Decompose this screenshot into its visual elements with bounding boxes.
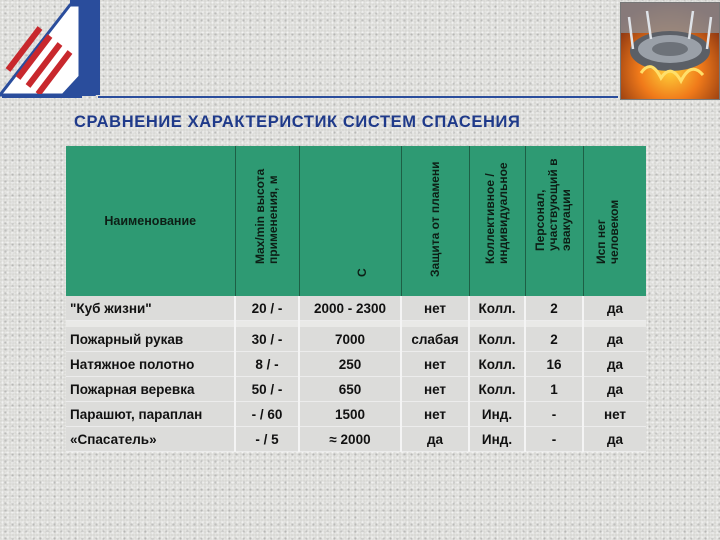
cell-height: 20 / - [235,296,299,321]
header-height: Max/min высота применения, м [235,146,299,296]
table-row [66,427,646,452]
cell-name: Парашют, параплан [66,402,235,427]
cell-c: ≈ 2000 [299,427,401,452]
cell-personnel: 16 [525,352,583,377]
cell-personnel: - [525,402,583,427]
header-rule [98,96,618,98]
cell-usage: да [583,296,646,321]
cell-type: Колл. [469,296,525,321]
cell-flame: нет [401,296,469,321]
cell-name: «Спасатель» [66,427,235,452]
table-row [66,402,646,427]
cell-type: Колл. [469,352,525,377]
header-flame-protection: Защита от пламени [401,146,469,296]
cell-height: - / 5 [235,427,299,452]
page-title: СРАВНЕНИЕ ХАРАКТЕРИСТИК СИСТЕМ СПАСЕНИЯ [74,113,521,131]
cell-height: 50 / - [235,377,299,402]
cell-flame: нет [401,352,469,377]
table-row [66,352,646,377]
cell-personnel: 2 [525,296,583,321]
cell-usage: да [583,427,646,452]
header-name: Наименование [66,146,235,296]
cell-flame: да [401,427,469,452]
cell-usage: да [583,377,646,402]
cell-c: 650 [299,377,401,402]
cell-flame: нет [401,402,469,427]
cell-flame: слабая [401,327,469,352]
cell-personnel: 2 [525,327,583,352]
cell-usage: да [583,352,646,377]
table-row [66,327,646,352]
header-personnel: Персонал, участвующий в эвакуации [525,146,583,296]
cell-usage: нет [583,402,646,427]
table-row [66,296,646,321]
table-header-row [66,146,646,296]
cell-c: 7000 [299,327,401,352]
header-usage: Исп нег человеком [583,146,646,296]
cell-type: Инд. [469,427,525,452]
cell-c: 2000 - 2300 [299,296,401,321]
cell-type: Колл. [469,377,525,402]
cell-type: Инд. [469,402,525,427]
cell-usage: да [583,327,646,352]
company-logo [0,0,100,100]
cell-c: 1500 [299,402,401,427]
cell-height: 8 / - [235,352,299,377]
cell-personnel: - [525,427,583,452]
cell-type: Колл. [469,327,525,352]
cell-name: Натяжное полотно [66,352,235,377]
header-collective: Коллективное / индивидуальное [469,146,525,296]
cell-height: - / 60 [235,402,299,427]
rescue-device-photo [620,2,720,100]
cell-name: Пожарный рукав [66,327,235,352]
header-c: С [299,146,401,296]
cell-flame: нет [401,377,469,402]
comparison-table [66,146,646,452]
cell-c: 250 [299,352,401,377]
cell-personnel: 1 [525,377,583,402]
cell-name: "Куб жизни" [66,296,235,321]
table-row [66,377,646,402]
cell-height: 30 / - [235,327,299,352]
cell-name: Пожарная веревка [66,377,235,402]
